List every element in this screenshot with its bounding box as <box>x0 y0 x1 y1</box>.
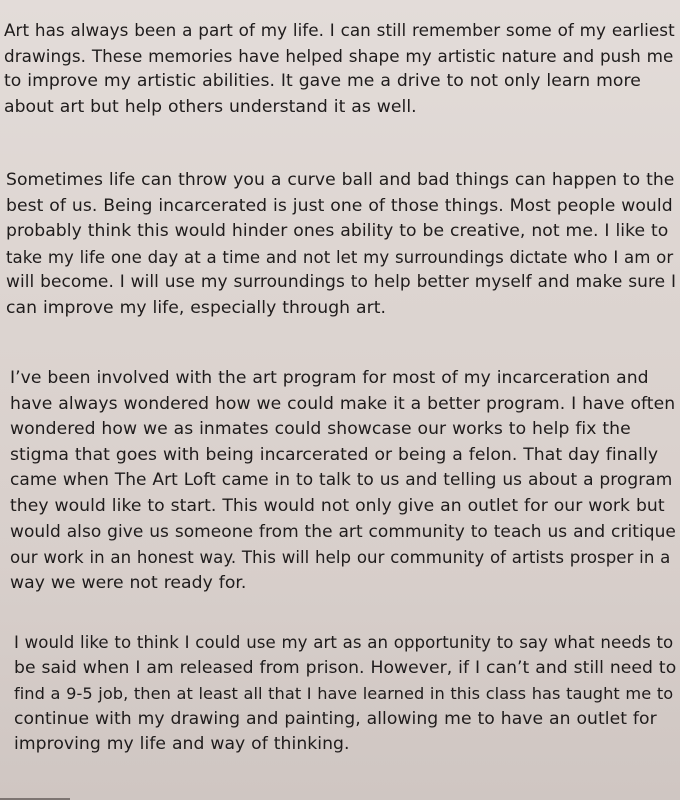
paragraph-line: Sometimes life can throw you a curve ball and bad things can happen to the <box>6 170 675 190</box>
paragraph-line: will become. I will use my surroundings to help better myself and make sure I <box>6 272 677 293</box>
paragraph-line: would also give us someone from the art community to teach us and critique <box>10 521 676 542</box>
paragraph-2 <box>6 168 677 322</box>
paragraph-line: continue with my drawing and painting, allowing me to have an outlet for <box>14 708 657 729</box>
paragraph-line: wondered how we as inmates could showcase our works to help fix the <box>10 419 631 440</box>
paragraph-line: they would like to start. This would not only give an outlet for our work but <box>10 495 665 516</box>
paragraph-line: about art but help others understand it as well. <box>4 96 417 117</box>
paragraph-line: stigma that goes with being incarcerated or being a felon. That day finally <box>10 444 659 465</box>
paragraph-line: improving my life and way of thinking. <box>14 734 350 755</box>
paragraph-line: be said when I am released from prison. However, if I can’t and still need to <box>14 657 677 678</box>
paragraph-line: have always wondered how we could make it a better program. I have often <box>10 393 676 414</box>
paragraph-line: I’ve been involved with the art program for most of my incarceration and <box>10 368 649 388</box>
paragraph-line: came when The Art Loft came in to talk to us and telling us about a program <box>10 470 673 491</box>
paragraph-line: drawings. These memories have helped shape my artistic nature and push me <box>4 45 674 66</box>
paragraph-line: our work in an honest way. This will help our community of artists prosper in a <box>10 548 671 568</box>
paragraph-line: take my life one day at a time and not let my surroundings dictate who I am or <box>6 247 674 267</box>
paragraph-line: to improve my artistic abilities. It gave me a drive to not only learn more <box>4 71 641 92</box>
paragraph-4 <box>14 630 677 758</box>
paragraph-line: probably think this would hinder ones ability to be creative, not me. I like to <box>6 221 669 242</box>
paragraph-line: I would like to think I could use my art as an opportunity to say what needs to <box>14 633 674 652</box>
paragraph-line: Art has always been a part of my life. I can still remember some of my earliest <box>4 20 675 40</box>
paragraph-3 <box>10 366 676 596</box>
paragraph-line: can improve my life, especially through art. <box>6 297 387 318</box>
paragraph-line: way we were not ready for. <box>10 572 247 593</box>
paragraph-line: best of us. Being incarcerated is just one of those things. Most people would <box>6 195 673 216</box>
paragraph-line: find a 9-5 job, then at least all that I have learned in this class has taught me to <box>14 684 674 704</box>
paragraph-1 <box>4 18 675 120</box>
